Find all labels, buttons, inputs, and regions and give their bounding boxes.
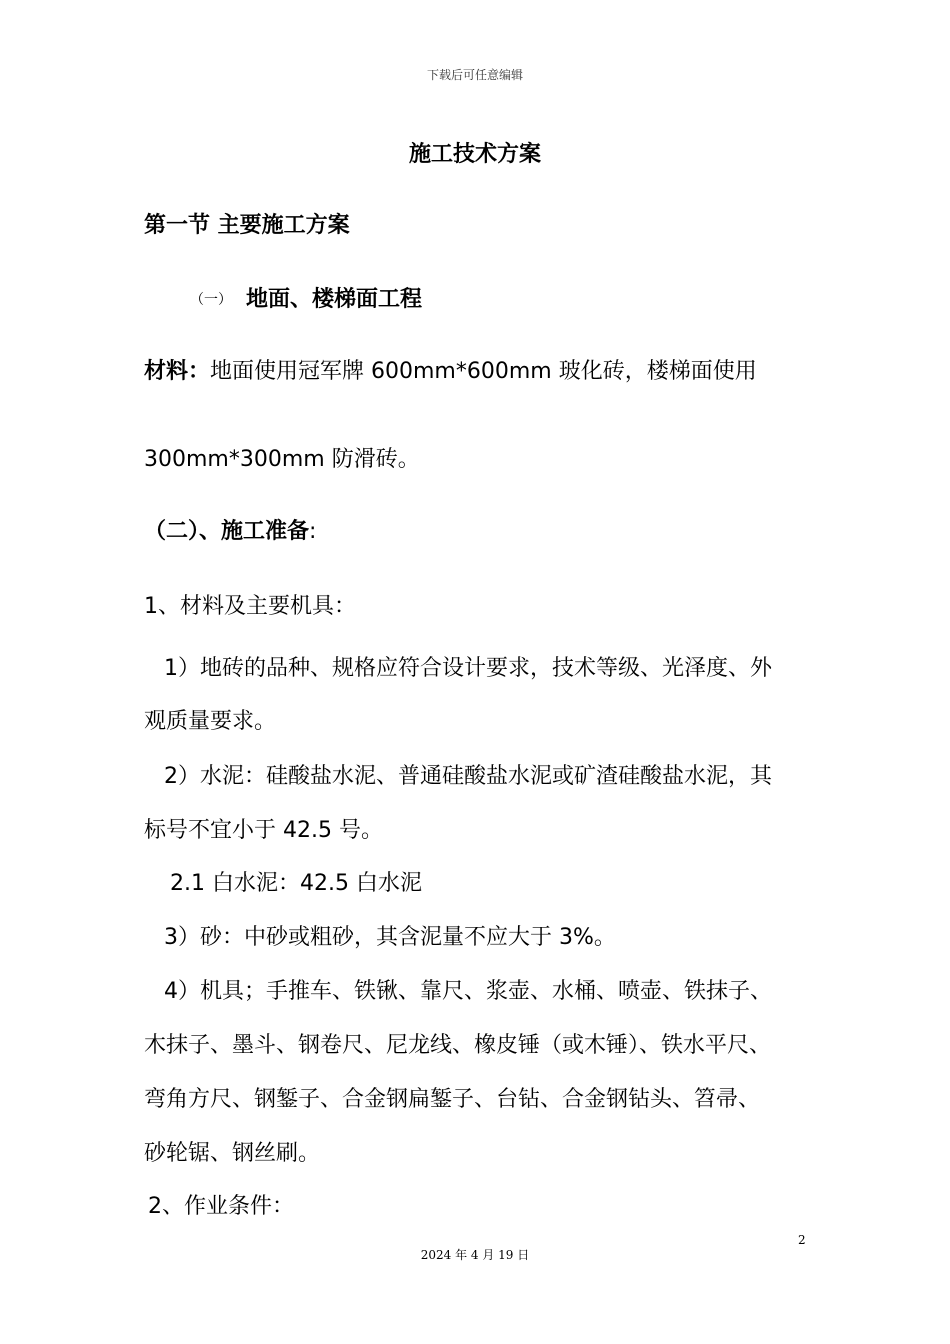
subsection-1-title: 地面、楼梯面工程 — [246, 287, 423, 312]
materials-paragraph-line-1 — [144, 354, 757, 385]
item-4-line-3: 弯角方尺、钢錾子、合金钢扁錾子、台钻、合金钢钻头、笤帚、 — [144, 1087, 761, 1112]
subsection-2-heading — [144, 514, 316, 545]
document-title: 施工技术方案 — [408, 142, 541, 167]
item-1-line-2: 观质量要求。 — [144, 709, 277, 734]
materials-tools-title: 1、材料及主要机具： — [144, 594, 356, 619]
subsection-1-heading — [190, 282, 422, 313]
item-4-line-4: 砂轮锯、钢丝刷。 — [144, 1141, 321, 1166]
subsection-2-title: （二）、施工准备 — [144, 519, 310, 544]
subsection-1-number: （一） — [190, 292, 232, 308]
materials-paragraph-line-2: 300mm*300mm 防滑砖。 — [144, 447, 420, 472]
subsection-2-colon: : — [309, 519, 317, 544]
work-conditions-title: 2、作业条件： — [148, 1194, 294, 1219]
item-2-line-1: 2）水泥：硅酸盐水泥、普通硅酸盐水泥或矿渣硅酸盐水泥，其 — [164, 764, 772, 789]
item-1-line-1: 1）地砖的品种、规格应符合设计要求，技术等级、光泽度、外 — [164, 656, 772, 681]
footer-date: 2024 年 4 月 19 日 — [420, 1248, 530, 1262]
materials-text-1: 地面使用冠军牌 600mm*600mm 玻化砖，楼梯面使用 — [210, 359, 757, 384]
item-4-line-1: 4）机具；手推车、铁锹、靠尺、浆壶、水桶、喷壶、铁抹子、 — [164, 979, 772, 1004]
header-note: 下载后可任意编辑 — [426, 68, 523, 82]
page-number: 2 — [798, 1233, 806, 1247]
section-heading: 第一节 主要施工方案 — [144, 213, 350, 238]
item-2-line-2: 标号不宜小于 42.5 号。 — [144, 818, 383, 843]
item-2-1: 2.1 白水泥：42.5 白水泥 — [170, 871, 422, 896]
item-4-line-2: 木抹子、墨斗、钢卷尺、尼龙线、橡皮锤（或木锤）、铁水平尺、 — [144, 1033, 772, 1058]
materials-label: 材料： — [144, 359, 211, 384]
item-3: 3）砂：中砂或粗砂，其含泥量不应大于 3%。 — [164, 925, 616, 950]
